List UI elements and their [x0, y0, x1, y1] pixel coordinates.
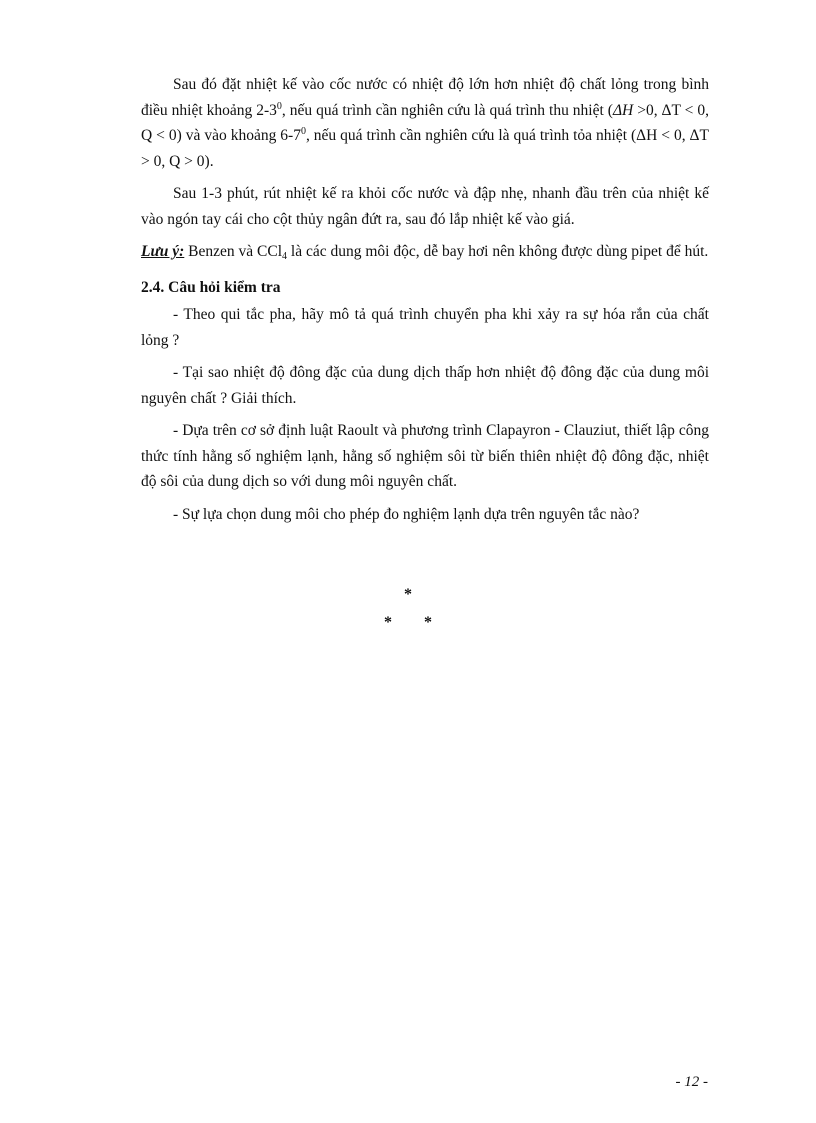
separator-star: * — [424, 614, 432, 631]
text-fragment: , nếu quá trình cần nghiên cứu là quá trình tỏa nhiệt (ΔH < 0, ΔT > 0, Q > 0). — [141, 127, 709, 170]
subscript: 4 — [282, 251, 288, 262]
degree-superscript: 0 — [276, 100, 282, 112]
page-body — [141, 72, 709, 527]
text-fragment: Benzen và CCl — [184, 243, 283, 260]
section-separator-bottom — [0, 614, 816, 632]
degree-superscript: 0 — [300, 126, 306, 137]
question-item: - Sự lựa chọn dung môi cho phép đo nghiệm lạnh dựa trên nguyên tắc nào? — [173, 505, 640, 523]
delta-h-symbol: ΔH — [612, 101, 634, 119]
page-number: - 12 - — [675, 1074, 708, 1090]
question-item: - Theo qui tắc pha, hãy mô tả quá trình chuyển pha khi xảy ra sự hóa rắn của chất lỏng ? — [141, 306, 709, 349]
question-item: - Dựa trên cơ sở định luật Raoult và phương trình Clapayron - Clauziut, thiết lập công thức tính hằng số nghiệm lạnh, hằng số nghiệm sôi từ biến thiên nhiệt độ đông đặc, nhiệt độ sôi của dung dịch so với dung môi nguyên chất. — [141, 422, 709, 490]
note-paragraph — [141, 239, 709, 265]
text-fragment: Sau đó đặt nhiệt kế vào cốc nước có nhiệt độ lớn hơn nhiệt độ chất lỏng trong bình điều nhiệt khoảng 2-3 — [141, 76, 709, 119]
separator-star: * — [404, 586, 412, 603]
section-separator-top — [0, 586, 816, 604]
paragraph-thermometer-removal: Sau 1-3 phút, rút nhiệt kế ra khỏi cốc nước và đập nhẹ, nhanh đầu trên của nhiệt kế vào ngón tay cái cho cột thủy ngân đứt ra, sau đó lắp nhiệt kế vào giá. — [141, 185, 709, 228]
note-label: Lưu ý: — [141, 243, 185, 260]
question-item: - Tại sao nhiệt độ đông đặc của dung dịch thấp hơn nhiệt độ đông đặc của dung môi nguyên chất ? Giải thích. — [141, 364, 709, 407]
text-fragment: >0, ΔT < 0, Q < 0) và vào khoảng 6-7 — [141, 101, 709, 144]
text-fragment: là các dung môi độc, dễ bay hơi nên không được dùng pipet để hút. — [287, 243, 709, 260]
section-heading: 2.4. Câu hỏi kiểm tra — [141, 278, 281, 296]
separator-star: * — [384, 614, 392, 631]
paragraph-thermometer-placement — [141, 72, 709, 174]
text-fragment: , nếu quá trình cần nghiên cứu là quá trình thu nhiệt ( — [281, 101, 613, 119]
